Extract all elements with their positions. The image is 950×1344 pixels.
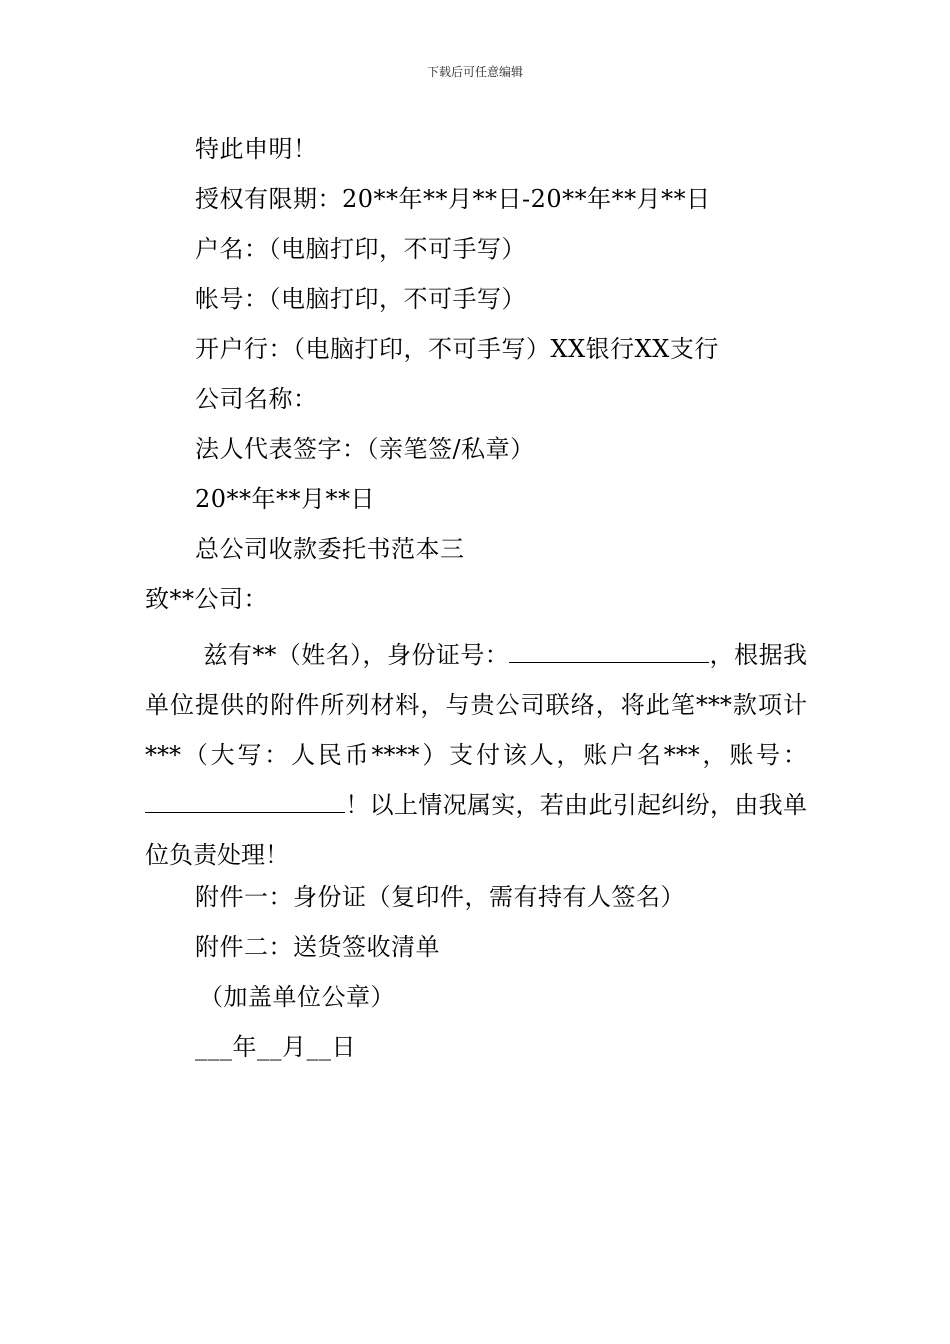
account-number-blank (145, 792, 345, 813)
attachment-one: 附件一：身份证（复印件，需有持有人签名） (195, 883, 685, 911)
legal-representative-signature-line: 法人代表签字：（亲笔签/私章） (195, 435, 535, 463)
authorization-period: 授权有限期：20**年**月**日-20**年**月**日 (195, 185, 711, 213)
account-name-line: 户名：（电脑打印，不可手写） (195, 235, 526, 263)
document-title: 总公司收款委托书范本三 (195, 535, 465, 563)
body-paragraph (145, 630, 807, 880)
bank-line: 开户行：（电脑打印，不可手写）XX银行XX支行 (195, 335, 719, 363)
body-text-part2: ，根据我单位提供的附件所列材料，与贵公司联络，将此笔***款项计***（大写：人民币****）支付该人，账户名***，账号： (145, 641, 808, 769)
statement-date: 20**年**月**日 (195, 485, 376, 513)
attachment-two: 附件二：送货签收清单 (195, 933, 440, 961)
body-text-part3: ！以上情况属实，若由此引起纠纷，由我单位负责处理！ (145, 791, 807, 869)
id-number-blank (509, 642, 709, 663)
date-line: ___年__月__日 (195, 1033, 356, 1061)
body-text-part1: 兹有**（姓名），身份证号： (203, 641, 510, 669)
page-header-note: 下载后可任意编辑 (426, 65, 523, 79)
account-number-line: 帐号：（电脑打印，不可手写） (195, 285, 526, 313)
company-name-line: 公司名称： (195, 385, 318, 413)
salutation: 致**公司： (145, 585, 268, 613)
closing-statement: 特此申明！ (195, 135, 318, 163)
seal-note: （加盖单位公章） (199, 983, 395, 1011)
